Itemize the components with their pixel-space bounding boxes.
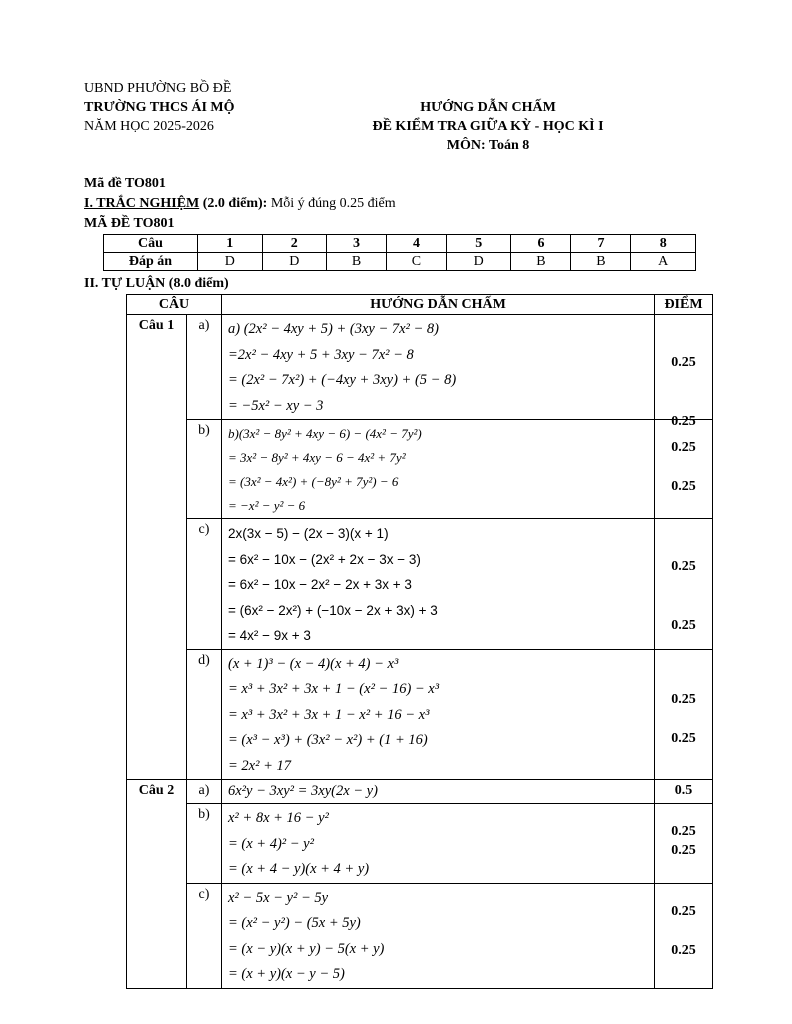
- col-guide-header: HƯỚNG DẪN CHẤM: [222, 295, 655, 315]
- part-label: c): [187, 519, 222, 650]
- solution-line: =2x² − 4xy + 5 + 3xy − 7x² − 8: [228, 346, 414, 363]
- score-cell: [655, 780, 713, 804]
- solution-line: = (x − y)(x + y) − 5(x + y): [228, 940, 385, 957]
- solution-steps: [222, 315, 655, 420]
- question-number: 1: [198, 235, 263, 253]
- score-value: 0.25: [671, 559, 696, 574]
- solution-line: = 6x² − 10x − 2x² − 2x + 3x + 3: [228, 577, 412, 592]
- solution-steps: [222, 420, 655, 519]
- score-cell: [655, 519, 713, 650]
- section2-title: II. TỰ LUẬN (8.0 điểm): [84, 276, 229, 291]
- question-2-label: Câu 2: [127, 780, 187, 989]
- solution-steps: [222, 804, 655, 884]
- question-row-label: Câu: [104, 235, 198, 253]
- exam-title: ĐỀ KIỂM TRA GIỮA KỲ - HỌC KÌ I: [372, 119, 604, 134]
- solution-line: = 4x² − 9x + 3: [228, 628, 311, 643]
- solution-line: = −5x² − xy − 3: [228, 397, 324, 414]
- solution-line: = (x + 4 − y)(x + 4 + y): [228, 861, 370, 877]
- section1-points: (2.0 điểm):: [202, 196, 268, 211]
- ward-name: UBND PHƯỜNG BỒ ĐỀ: [84, 81, 232, 96]
- solution-line: x² − 5x − y² − 5y: [228, 889, 329, 906]
- solution-line: = (2x² − 7x²) + (−4xy + 3xy) + (5 − 8): [228, 372, 457, 388]
- score-value: 0.25: [671, 824, 696, 839]
- mc-code: MÃ ĐỀ TO801: [84, 216, 175, 231]
- part-label: b): [187, 420, 222, 519]
- score-value: 0.25: [671, 440, 696, 455]
- solution-line: 2x(3x − 5) − (2x − 3)(x + 1): [228, 526, 389, 541]
- table-row: [127, 315, 713, 420]
- answer-cell: D: [198, 253, 263, 271]
- question-number: 2: [262, 235, 327, 253]
- solution-steps: [222, 780, 655, 804]
- answer-cell: D: [446, 253, 511, 271]
- question-number: 6: [511, 235, 571, 253]
- solution-line: = (x + y)(x − y − 5): [228, 966, 345, 982]
- score-cell: [655, 315, 713, 429]
- table-row: [127, 883, 713, 988]
- score-value: 0.5: [674, 783, 693, 798]
- solution-line: b)(3x² − 8y² + 4xy − 6) − (4x² − 7y²): [228, 426, 422, 441]
- header-left: [84, 79, 235, 136]
- question-number: 5: [446, 235, 511, 253]
- score-value: 0.25: [671, 355, 696, 370]
- solution-line: a) (2x² − 4xy + 5) + (3xy − 7x² − 8): [228, 321, 440, 337]
- answer-key-question-row: [104, 235, 696, 253]
- doc-title: HƯỚNG DẪN CHẤM: [420, 100, 556, 115]
- score-cell: [655, 804, 713, 884]
- school-name: TRƯỜNG THCS ÁI MỘ: [84, 100, 235, 115]
- part-label: c): [187, 883, 222, 988]
- answer-cell: B: [511, 253, 571, 271]
- score-cell: [655, 883, 713, 988]
- score-cell: [655, 420, 713, 519]
- section1-note: Mỗi ý đúng 0.25 điểm: [270, 196, 396, 211]
- table-row: [127, 420, 713, 519]
- score-value: 0.25: [671, 414, 696, 429]
- table-row: [127, 519, 713, 650]
- score-value: 0.25: [671, 903, 696, 919]
- score-value: 0.25: [671, 479, 696, 494]
- question-number: 7: [571, 235, 631, 253]
- exam-code-line: Mã đề TO801: [84, 176, 166, 191]
- header-right: [318, 98, 658, 155]
- answer-cell: A: [631, 253, 696, 271]
- answer-cell: B: [327, 253, 387, 271]
- table-row: [127, 804, 713, 884]
- subject-title: MÔN: Toán 8: [446, 138, 530, 153]
- section1-title: I. TRẮC NGHIỆM: [84, 196, 200, 211]
- solution-line: (x + 1)³ − (x − 4)(x + 4) − x³: [228, 655, 399, 672]
- part-label: a): [187, 780, 222, 804]
- solution-line: = 3x² − 8y² + 4xy − 6 − 4x² + 7y²: [228, 450, 406, 465]
- solution-line: 6x²y − 3xy² = 3xy(2x − y): [228, 783, 378, 799]
- solution-line: = (6x² − 2x²) + (−10x − 2x + 3x) + 3: [228, 602, 438, 618]
- essay-grading-table: [126, 294, 713, 989]
- answer-row-label: Đáp án: [104, 253, 198, 271]
- solution-steps: [222, 519, 655, 650]
- score-value: 0.25: [671, 618, 696, 633]
- solution-line: = (3x² − 4x²) + (−8y² + 7y²) − 6: [228, 474, 399, 489]
- solution-line: = (x² − y²) − (5x + 5y): [228, 915, 361, 931]
- score-value: 0.25: [671, 942, 696, 958]
- part-label: b): [187, 804, 222, 884]
- score-cell: [655, 649, 713, 780]
- question-number: 4: [386, 235, 446, 253]
- answer-cell: D: [262, 253, 327, 271]
- answer-cell: B: [571, 253, 631, 271]
- answer-key-table: [103, 234, 696, 271]
- question-number: 3: [327, 235, 387, 253]
- essay-header-row: [127, 295, 713, 315]
- question-number: 8: [631, 235, 696, 253]
- score-value: 0.25: [671, 730, 696, 746]
- solution-line: = (x + 4)² − y²: [228, 835, 314, 852]
- part-label: d): [187, 649, 222, 780]
- section1-heading: [84, 196, 396, 212]
- solution-line: = 6x² − 10x − (2x² + 2x − 3x − 3): [228, 551, 421, 567]
- answer-cell: C: [386, 253, 446, 271]
- score-value: 0.25: [671, 843, 696, 858]
- answer-key-answer-row: [104, 253, 696, 271]
- table-row: [127, 649, 713, 780]
- solution-line: = 2x² + 17: [228, 757, 291, 774]
- solution-steps: [222, 883, 655, 988]
- col-question-header: CÂU: [127, 295, 222, 315]
- solution-line: = x³ + 3x² + 3x + 1 − x² + 16 − x³: [228, 706, 430, 723]
- solution-steps: [222, 649, 655, 780]
- part-label: a): [187, 315, 222, 420]
- school-year: NĂM HỌC 2025-2026: [84, 119, 214, 134]
- col-score-header: ĐIỂM: [655, 295, 713, 315]
- solution-line: = x³ + 3x² + 3x + 1 − (x² − 16) − x³: [228, 681, 440, 697]
- question-1-label: Câu 1: [127, 315, 187, 780]
- solution-line: = −x² − y² − 6: [228, 498, 306, 513]
- solution-line: x² + 8x + 16 − y²: [228, 810, 329, 826]
- score-value: 0.25: [671, 691, 696, 707]
- solution-line: = (x³ − x³) + (3x² − x²) + (1 + 16): [228, 732, 428, 748]
- table-row: [127, 780, 713, 804]
